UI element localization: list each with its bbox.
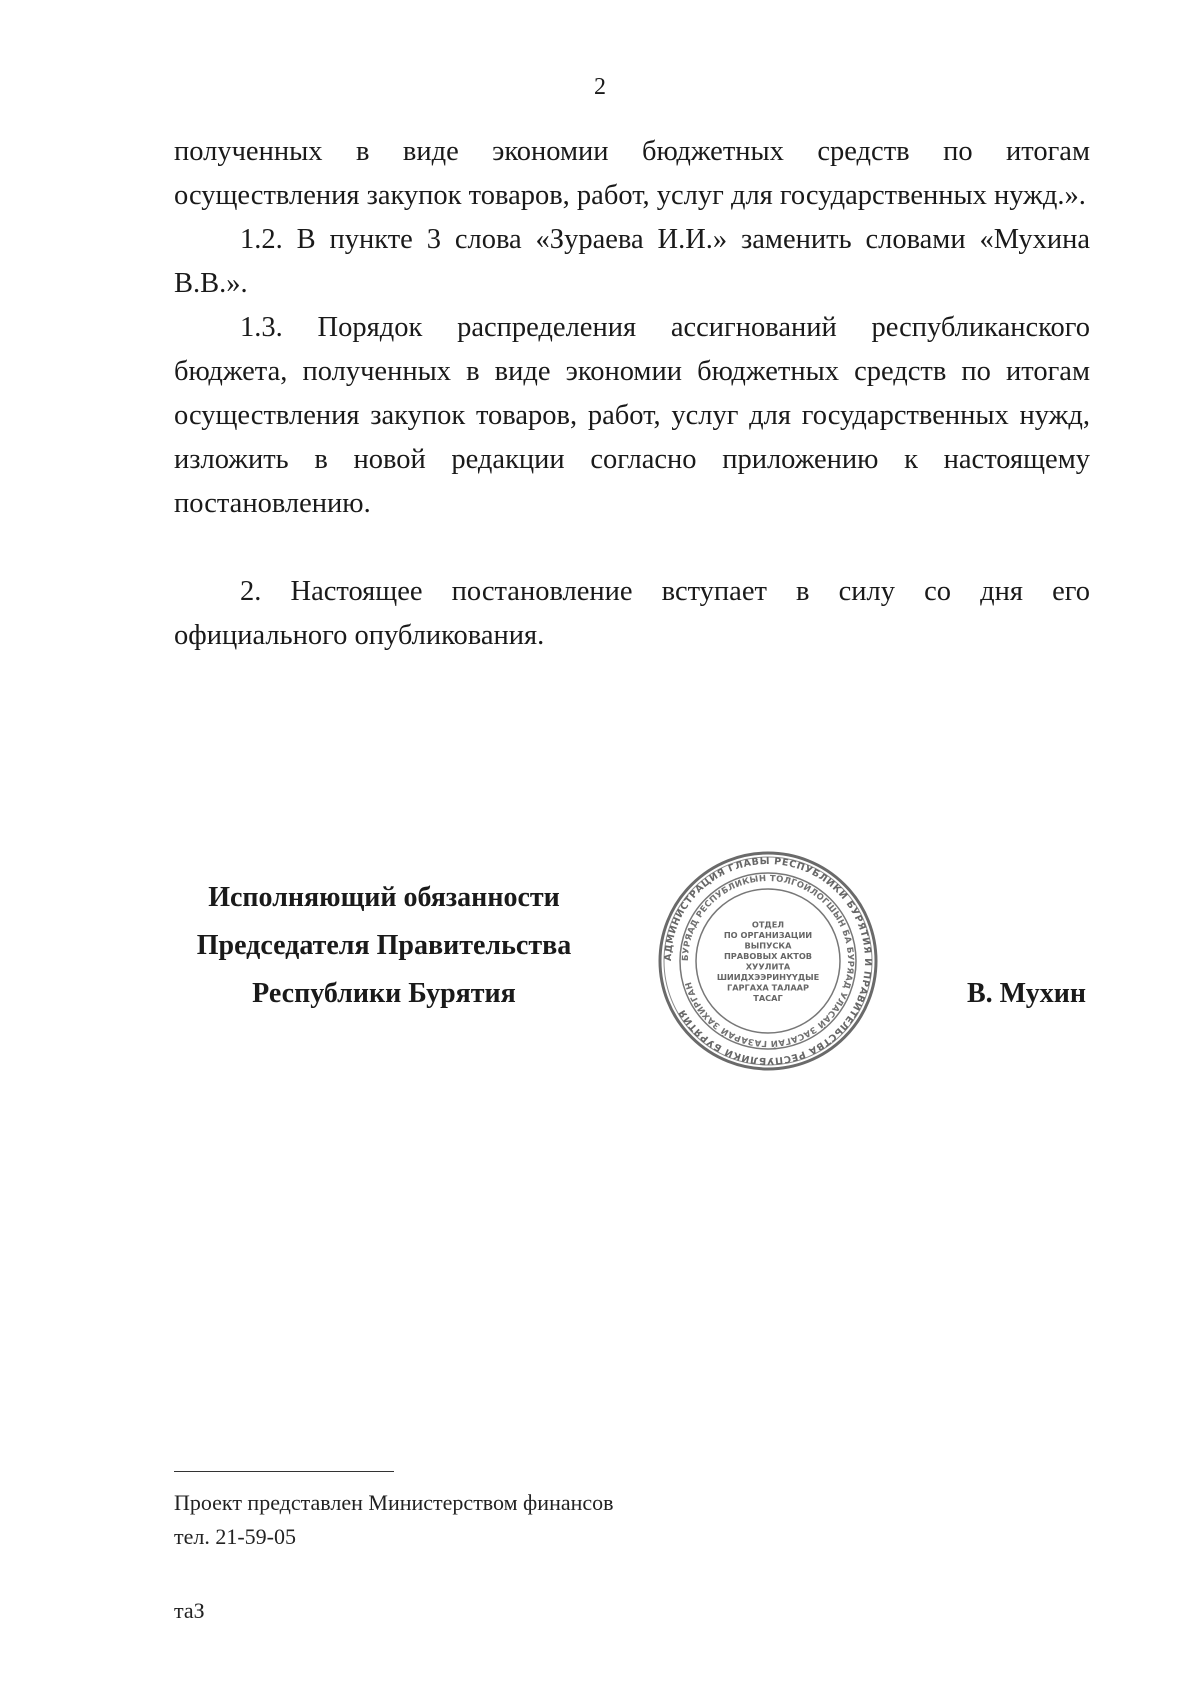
- document-body: [174, 130, 1090, 658]
- paragraph: 1.2. В пункте 3 слова «Зураева И.И.» заменить словами «Мухина В.В.».: [174, 224, 1090, 299]
- seal-center-line: ХУУЛИТА: [745, 961, 791, 972]
- signatory-position-line: Исполняющий обязанности: [208, 882, 560, 913]
- signatory-position: [174, 874, 594, 1018]
- seal-center-line: ГАРГАХА ТАЛААР: [726, 982, 810, 993]
- paragraph: 2. Настоящее постановление вступает в силу со дня его официального опубликования.: [174, 576, 1090, 651]
- author-code: таЗ: [174, 1598, 205, 1623]
- signatory-position-line: Республики Бурятия: [252, 978, 516, 1009]
- seal-outer-text: АДМИНИСТРАЦИЯ ГЛАВЫ РЕСПУБЛИКИ БУРЯТИЯ И ПРАВИТЕЛЬСТВА РЕСПУБЛИКИ БУРЯТИЯ: [662, 855, 874, 1067]
- seal-center-line: ОТДЕЛ: [751, 919, 785, 930]
- page-number: 2: [594, 74, 606, 100]
- footnote-divider: [174, 1471, 394, 1472]
- signatory-position-line: Председателя Правительства: [196, 930, 572, 961]
- seal-icon: [655, 848, 881, 1074]
- paragraph: 1.3. Порядок распределения ассигнований республиканского бюджета, полученных в виде экономии бюджетных средств по итогам осуществления закупок товаров, работ, услуг для государственных нужд, изложить в новой редакции согласно приложению к настоящему постановлению.: [174, 312, 1090, 519]
- seal-center-line: ШИИДХЭЭРИНҮҮДЫЕ: [716, 971, 820, 982]
- paragraph: полученных в виде экономии бюджетных средств по итогам осуществления закупок товаров, работ, услуг для государственных нужд.».: [174, 136, 1090, 211]
- footnote-line: тел. 21-59-05: [174, 1524, 297, 1549]
- footnote: [174, 1486, 614, 1554]
- signatory-name: В. Мухин: [967, 978, 1086, 1009]
- seal-inner-text: БУРЯАД РЕСПУБЛИКЫН ТОЛГОЙЛОГШЫН БА БУРЯАД УЛАСАЙ ЗАСАГАЙ ГАЗАРАЙ ЗАХИРГАН: [680, 873, 856, 1049]
- seal-center-line: ПО ОРГАНИЗАЦИИ: [723, 929, 813, 940]
- seal-center-line: ТАСАГ: [753, 992, 783, 1003]
- seal-center-line: ПРАВОВЫХ АКТОВ: [723, 950, 813, 961]
- seal-center-line: ВЫПУСКА: [744, 940, 792, 951]
- official-seal: [655, 848, 881, 1074]
- footnote-line: Проект представлен Министерством финансов: [174, 1490, 614, 1515]
